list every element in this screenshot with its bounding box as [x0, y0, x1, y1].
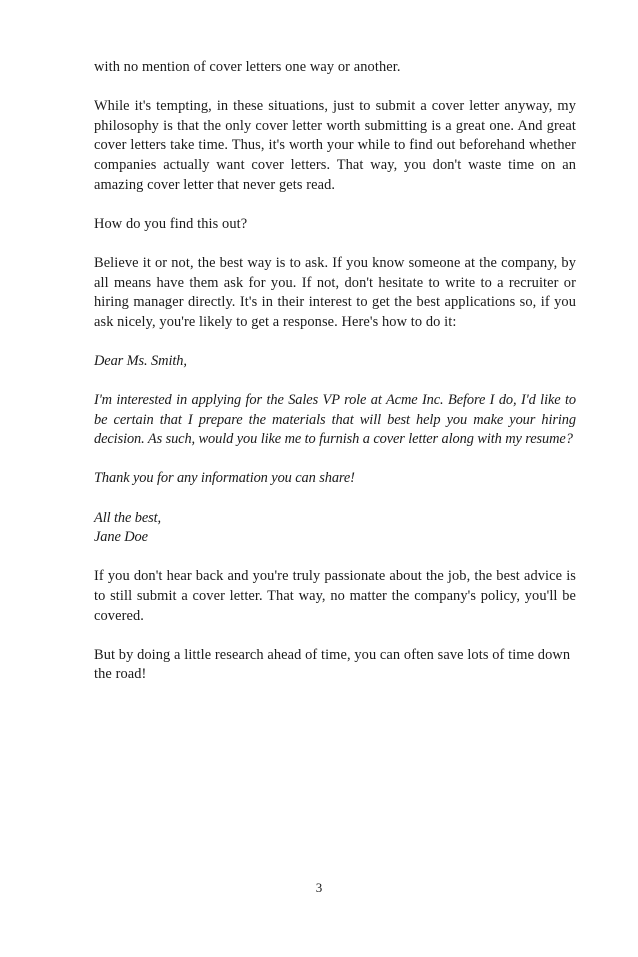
document-page	[94, 58, 576, 705]
paragraph-advice: Believe it or not, the best way is to ask. If you know someone at the company, by all means have them ask for you. If not, don't hesitate to write to a recruiter or hiring manager directly. It's in their interest to get the best applications so, if you ask nicely, you're likely to get a response. Here's how to do it:	[94, 254, 576, 330]
page-number: 3	[315, 880, 323, 895]
paragraph-philosophy: While it's tempting, in these situations, just to submit a cover letter anyway, my philosophy is that the only cover letter worth submitting is a great one. And great cover letters take time. Thus, it's worth your while to find out beforehand whether companies actually want cover letters. That way, you don't waste time on an amazing cover letter that never gets read.	[94, 98, 576, 193]
paragraph-conclusion: But by doing a little research ahead of time, you can often save lots of time down the road!	[94, 646, 571, 683]
letter-salutation: Dear Ms. Smith,	[94, 352, 187, 369]
letter-body: I'm interested in applying for the Sales VP role at Acme Inc. Before I do, I'd like to be certain that I prepare the materials that will best help you make your hiring decision. As such, would you like me to furnish a cover letter along with my resume?	[94, 392, 576, 448]
paragraph-question: How do you find this out?	[94, 215, 248, 232]
letter-thanks: Thank you for any information you can share!	[94, 470, 355, 487]
letter-closing: All the best,	[94, 509, 162, 526]
paragraph-continuation: with no mention of cover letters one way or another.	[94, 59, 401, 75]
letter-signoff	[94, 509, 576, 548]
paragraph-fallback: If you don't hear back and you're truly passionate about the job, the best advice is to still submit a cover letter. That way, no matter the company's policy, you'll be covered.	[94, 568, 576, 624]
letter-signature-name: Jane Doe	[94, 529, 148, 546]
